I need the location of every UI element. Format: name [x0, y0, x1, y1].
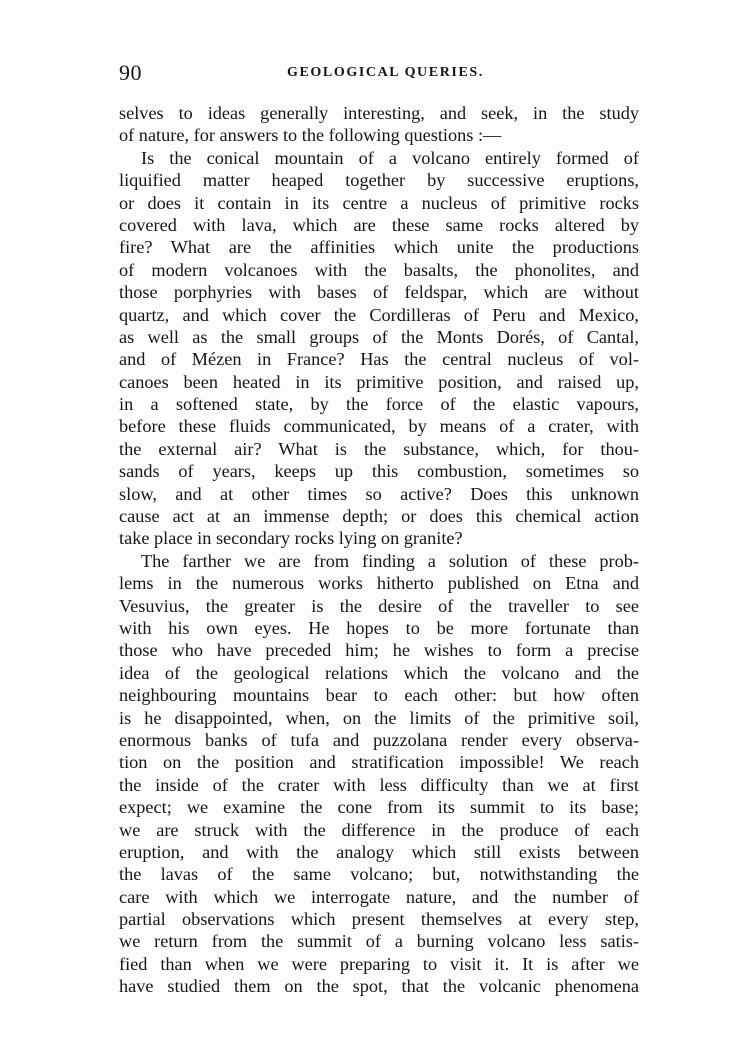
text-line: enormous banks of tufa and puzzolana render every observa-	[119, 729, 639, 750]
text-line: tion on the position and stratification impossible! We reach	[119, 752, 639, 773]
text-line: we are struck with the difference in the produce of each	[119, 819, 639, 840]
text-line: liquified matter heaped together by successive eruptions,	[119, 170, 639, 191]
text-line: slow, and at other times so active? Does this unknown	[119, 483, 639, 504]
text-line: with his own eyes. He hopes to be more fortunate than	[119, 617, 639, 638]
running-title: GEOLOGICAL QUERIES.	[287, 65, 484, 80]
text-line: idea of the geological relations which the volcano and the	[119, 662, 639, 683]
text-line: as well as the small groups of the Monts Dorés, of Cantal,	[119, 326, 639, 347]
text-line: neighbouring mountains bear to each other: but how often	[119, 685, 639, 706]
text-line: fire? What are the affinities which unite the productions	[119, 237, 639, 258]
text-line: take place in secondary rocks lying on granite?	[119, 528, 463, 549]
paragraph-first-line: Is the conical mountain of a volcano entirely formed of	[141, 147, 639, 168]
page-number: 90	[119, 60, 142, 85]
paragraph-first-line: The farther we are from finding a solution of these prob-	[141, 550, 639, 571]
text-line: those porphyries with bases of feldspar, which are without	[119, 282, 639, 303]
text-line: covered with lava, which are these same rocks altered by	[119, 214, 639, 235]
text-line: quartz, and which cover the Cordilleras of Peru and Mexico,	[119, 304, 639, 325]
text-line: selves to ideas generally interesting, and seek, in the study	[119, 103, 639, 123]
text-line: lems in the numerous works hitherto published on Etna and	[119, 573, 639, 594]
text-line: have studied them on the spot, that the volcanic phenomena	[119, 976, 639, 997]
text-line: before these fluids communicated, by means of a crater, with	[119, 416, 639, 437]
text-line: those who have preceded him; he wishes to form a precise	[119, 640, 639, 661]
text-line: Vesuvius, the greater is the desire of the traveller to see	[119, 595, 639, 616]
text-line: cause act at an immense depth; or does this chemical action	[119, 506, 639, 527]
text-line: is he disappointed, when, on the limits of the primitive soil,	[119, 707, 639, 728]
text-line: in a softened state, by the force of the elastic vapours,	[119, 394, 639, 415]
text-line: canoes been heated in its primitive position, and raised up,	[119, 371, 639, 392]
text-line: care with which we interrogate nature, and the number of	[119, 886, 639, 907]
text-line: the external air? What is the substance, which, for thou-	[119, 438, 639, 459]
text-line: we return from the summit of a burning volcano less satis-	[119, 931, 639, 952]
text-line: eruption, and with the analogy which still exists between	[119, 841, 639, 862]
text-line: of modern volcanoes with the basalts, the phonolites, and	[119, 259, 639, 280]
text-line: fied than when we were preparing to visit it. It is after we	[119, 953, 639, 974]
text-line: and of Mézen in France? Has the central nucleus of vol-	[119, 349, 639, 370]
page-header	[119, 60, 639, 88]
text-line: of nature, for answers to the following questions :—	[119, 125, 502, 146]
text-line: partial observations which present themselves at every step,	[119, 909, 639, 930]
text-line: expect; we examine the cone from its summit to its base;	[119, 797, 639, 818]
text-line: the inside of the crater with less difficulty than we at first	[119, 774, 639, 795]
text-line: sands of years, keeps up this combustion, sometimes so	[119, 461, 639, 482]
text-line: the lavas of the same volcano; but, notwithstanding the	[119, 864, 639, 885]
body-text	[119, 102, 639, 998]
text-line: or does it contain in its centre a nucleus of primitive rocks	[119, 192, 639, 213]
